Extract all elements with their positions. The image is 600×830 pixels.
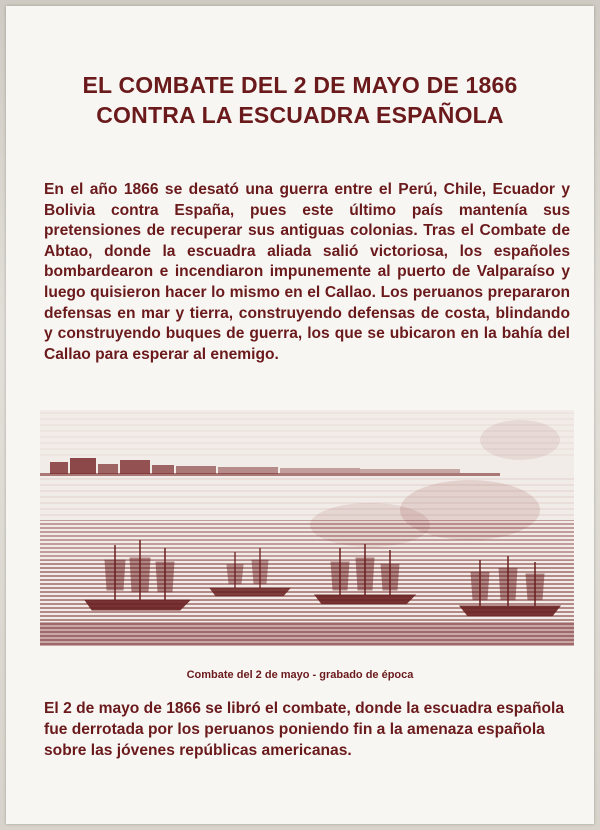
title-line-1: EL COMBATE DEL 2 DE MAYO DE 1866	[82, 72, 518, 98]
information-panel	[6, 6, 594, 824]
battle-engraving	[40, 410, 574, 646]
panel-title	[26, 70, 574, 130]
engraving-illustration	[40, 410, 574, 646]
title-line-2: CONTRA LA ESCUADRA ESPAÑOLA	[96, 102, 504, 128]
image-caption: Combate del 2 de mayo - grabado de época	[186, 669, 414, 681]
closing-paragraph: El 2 de mayo de 1866 se libró el combate, donde la escuadra española fue derrotada por los peruanos poniendo fin a la amenaza española sobre las jóvenes repúblicas americanas.	[44, 700, 564, 759]
intro-paragraph: En el año 1866 se desató una guerra entre el Perú, Chile, Ecuador y Bolivia contra España, pues este último país mantenía sus pretensiones de recuperar sus antiguas colonias. Tras el Combate de Abtao, donde la escuadra aliada salió victoriosa, los españoles bombardearon e incendiaron impunemente al puerto de Valparaíso y luego quisieron hacer lo mismo en el Callao. Los peruanos prepararon defensas en mar y tierra, construyendo defensas de costa, blindando y construyendo buques de guerra, los que se ubicaron en la bahía del Callao para esperar al enemigo.	[44, 181, 570, 363]
